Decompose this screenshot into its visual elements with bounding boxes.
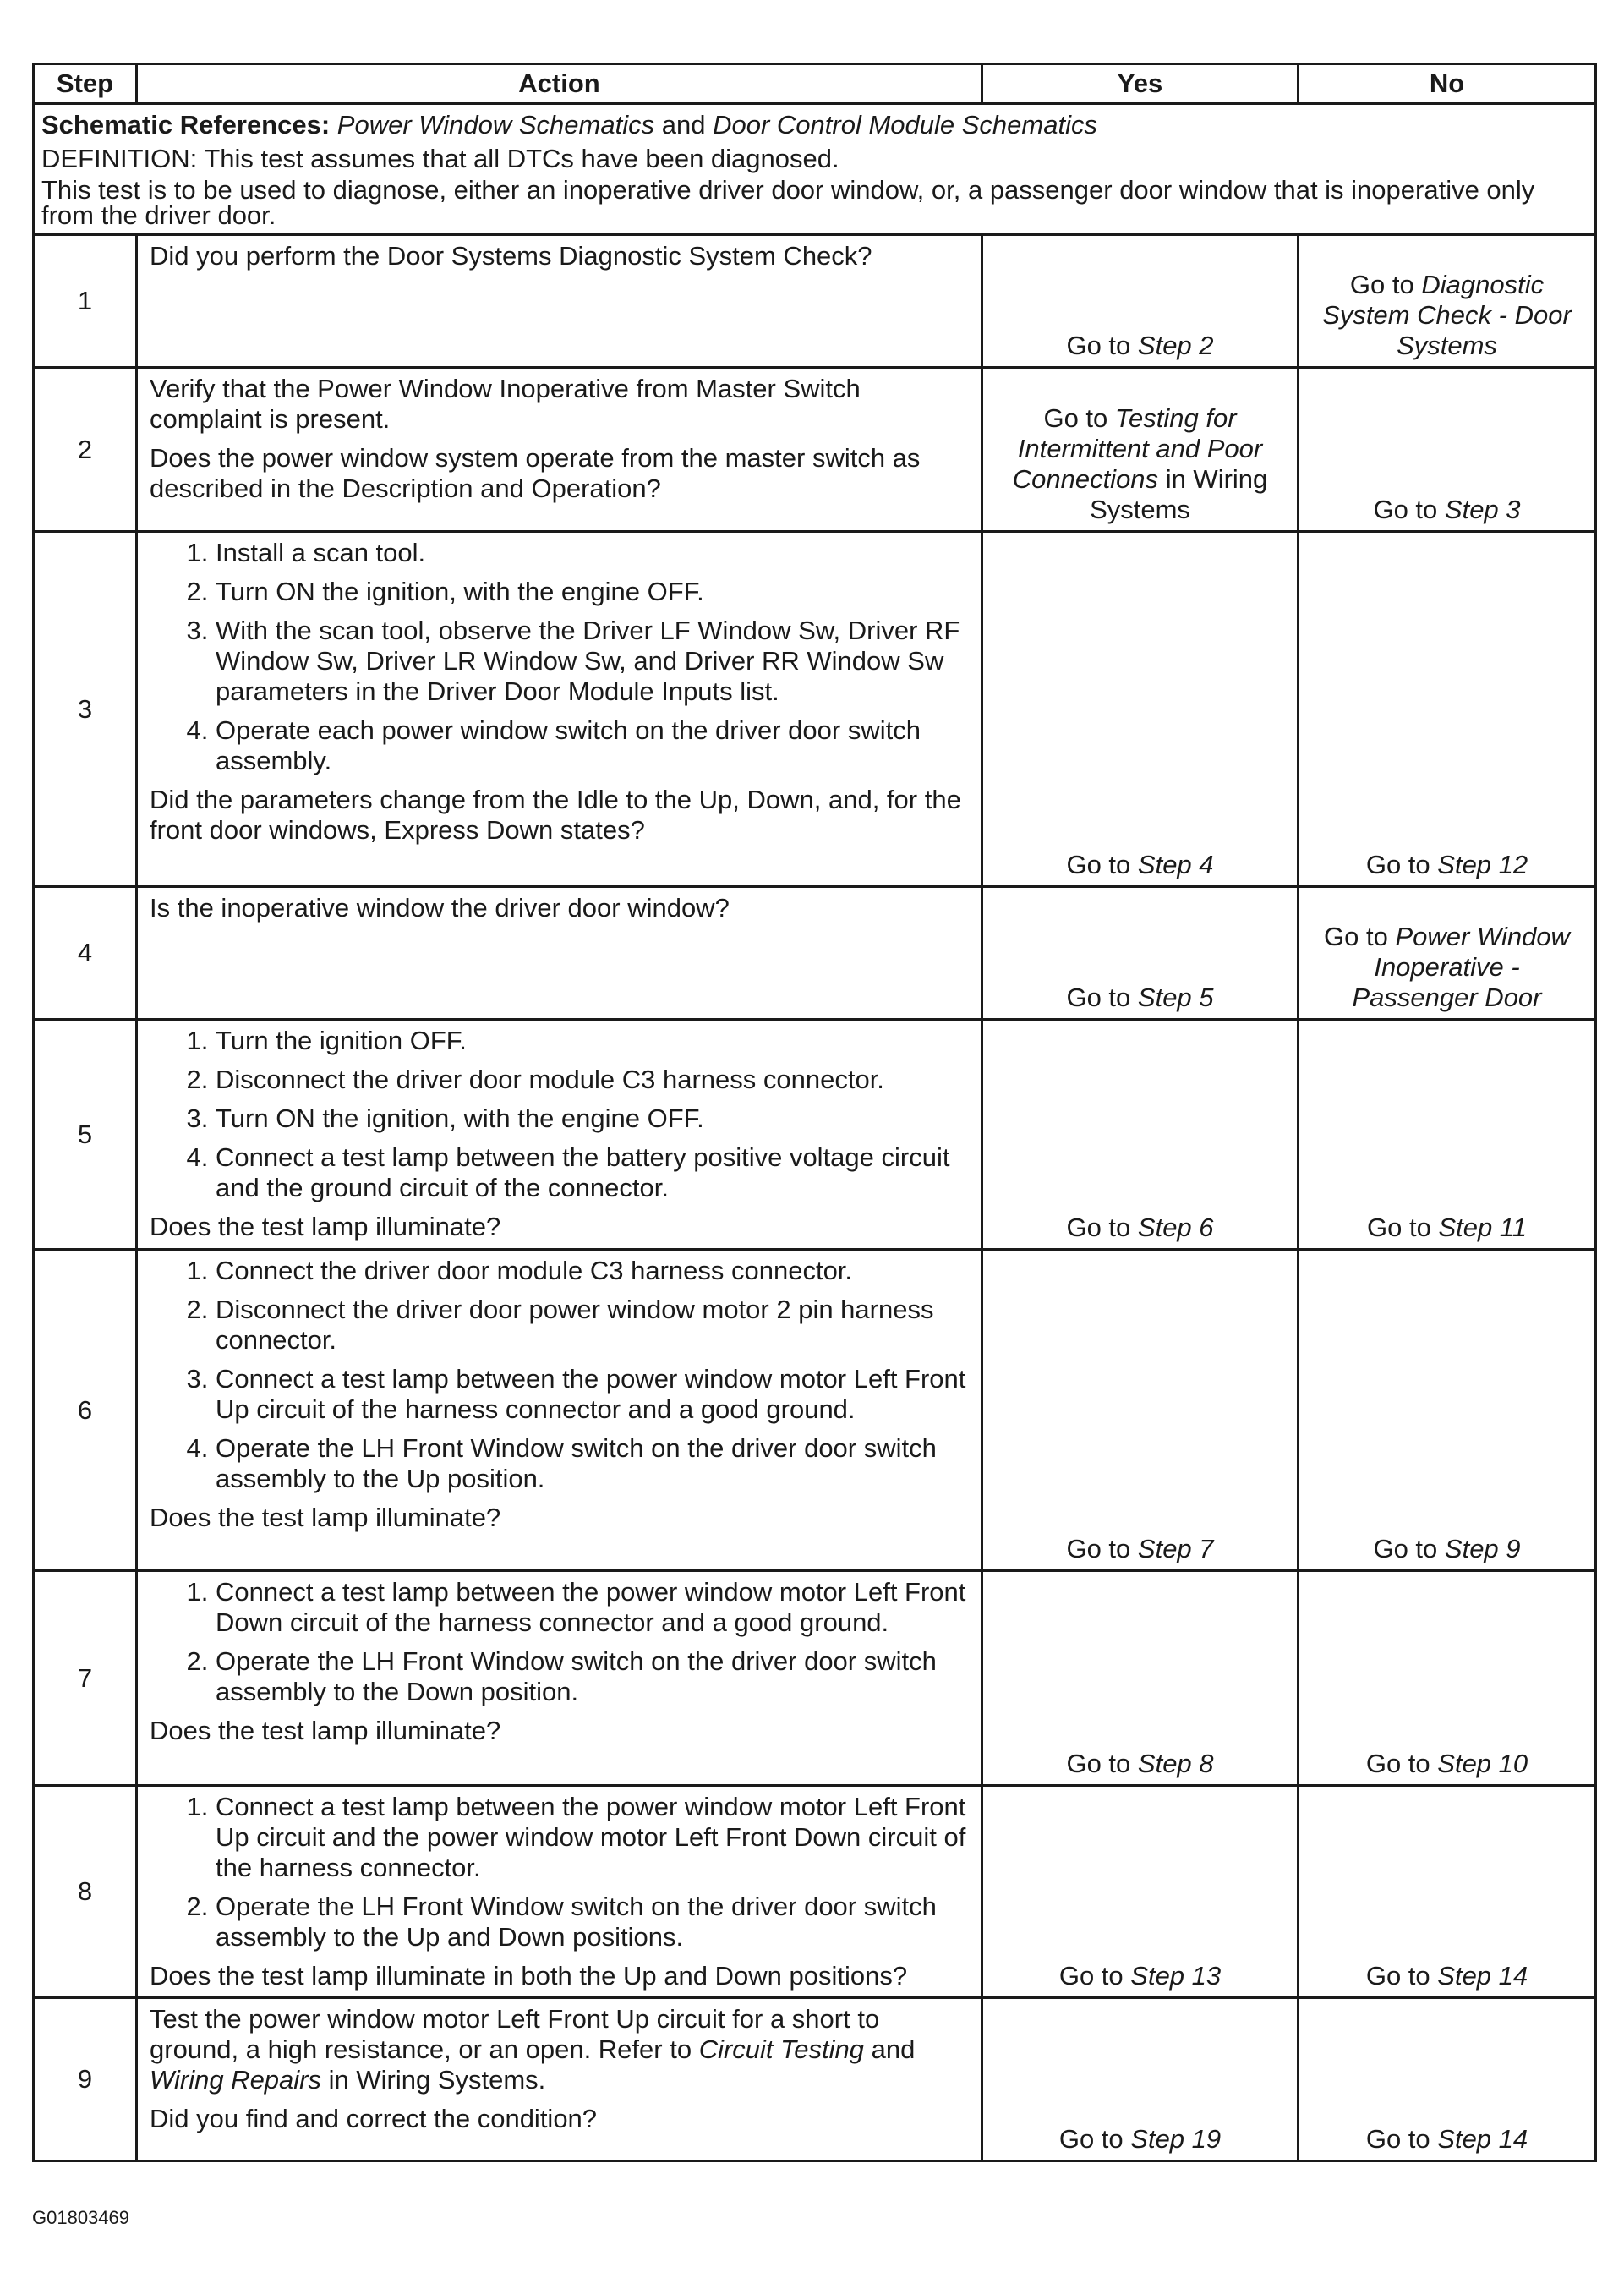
- action-list-item: 2. Disconnect the driver door power window motor 2 pin harness connector.: [216, 1295, 969, 1355]
- circuit-testing-link[interactable]: Circuit Testing: [698, 2034, 864, 2064]
- yes-link[interactable]: Step 8: [1137, 1749, 1214, 1778]
- action-list-item: 1. Connect a test lamp between the power window motor Left Front Down circuit of the harness connector and a good ground.: [216, 1577, 969, 1638]
- no-cell: [1299, 887, 1596, 1020]
- table-row: [34, 368, 1596, 532]
- action-text-part: in Wiring Systems.: [328, 2065, 546, 2095]
- intro-cell: [34, 104, 1596, 235]
- no-link[interactable]: Step 9: [1444, 1534, 1521, 1563]
- action-cell: [137, 235, 982, 368]
- header-yes: Yes: [982, 64, 1299, 104]
- action-question: Does the test lamp illuminate?: [150, 1503, 501, 1532]
- action-question: Does the test lamp illuminate?: [150, 1212, 501, 1241]
- step-number: 5: [34, 1020, 137, 1250]
- action-list-item: 2. Operate the LH Front Window switch on the driver door switch assembly to the Down position.: [216, 1646, 969, 1707]
- yes-link[interactable]: Step 5: [1137, 983, 1214, 1012]
- no-link[interactable]: Power Window Inoperative - Passenger Door: [1352, 922, 1570, 1012]
- action-list: [150, 1256, 969, 1494]
- table-row: [34, 532, 1596, 887]
- action-cell: [137, 368, 982, 532]
- action-list-item: 1. Install a scan tool.: [216, 538, 969, 568]
- action-list: [150, 538, 969, 776]
- table-row: [34, 1571, 1596, 1786]
- figure-id: G01803469: [32, 2207, 129, 2228]
- diagnostic-table: [32, 63, 1597, 2162]
- yes-link[interactable]: Step 2: [1137, 331, 1214, 360]
- action-question: Is the inoperative window the driver door window?: [150, 893, 730, 923]
- yes-cell: [982, 1571, 1299, 1786]
- yes-cell: [982, 887, 1299, 1020]
- table-header-row: [34, 64, 1596, 104]
- yes-link[interactable]: Testing for Intermittent and Poor Connections: [1012, 403, 1263, 494]
- yes-cell: [982, 1786, 1299, 1998]
- action-list-item: 1. Connect a test lamp between the power window motor Left Front Up circuit and the power window motor Left Front Down circuit of the harness connector.: [216, 1792, 969, 1883]
- no-prefix: Go to: [1365, 1749, 1430, 1778]
- action-list-item: 1. Connect the driver door module C3 harness connector.: [216, 1256, 969, 1286]
- no-prefix: Go to: [1365, 1961, 1430, 1991]
- action-list-item: 4. Operate each power window switch on the driver door switch assembly.: [216, 715, 969, 776]
- action-question: Did the parameters change from the Idle to the Up, Down, and, for the front door windows, Express Down states?: [150, 785, 961, 845]
- action-cell: [137, 1786, 982, 1998]
- header-no: No: [1299, 64, 1596, 104]
- step-number: 9: [34, 1998, 137, 2161]
- no-cell: [1299, 1020, 1596, 1250]
- action-text-part: and: [871, 2034, 916, 2064]
- action-list: [150, 1577, 969, 1707]
- yes-prefix: Go to: [1066, 983, 1131, 1012]
- action-list-item: 2. Operate the LH Front Window switch on the driver door switch assembly to the Up and Down positions.: [216, 1892, 969, 1952]
- no-link[interactable]: Diagnostic System Check - Door Systems: [1322, 270, 1572, 360]
- action-list-item: 2. Disconnect the driver door module C3 harness connector.: [216, 1065, 969, 1095]
- table-row: [34, 1998, 1596, 2161]
- yes-link[interactable]: Step 6: [1137, 1213, 1214, 1242]
- action-list-item: 3. Connect a test lamp between the power window motor Left Front Up circuit of the harness connector and a good ground.: [216, 1364, 969, 1425]
- table-row: [34, 1786, 1596, 1998]
- action-list-item: 4. Connect a test lamp between the battery positive voltage circuit and the ground circuit of the connector.: [216, 1142, 969, 1203]
- action-question: Did you find and correct the condition?: [150, 2104, 598, 2133]
- schematic-references: [41, 110, 1588, 140]
- schematic-ref-power-window: Power Window Schematics: [336, 110, 655, 140]
- header-step: Step: [34, 64, 137, 104]
- action-cell: [137, 532, 982, 887]
- action-list-item: 4. Operate the LH Front Window switch on the driver door switch assembly to the Up position.: [216, 1433, 969, 1494]
- no-link[interactable]: Step 12: [1437, 850, 1528, 879]
- step-number: 1: [34, 235, 137, 368]
- yes-cell: [982, 532, 1299, 887]
- no-prefix: Go to: [1324, 922, 1388, 951]
- no-prefix: Go to: [1365, 850, 1430, 879]
- no-cell: [1299, 532, 1596, 887]
- action-cell: [137, 887, 982, 1020]
- schematic-ref-door-control: Door Control Module Schematics: [713, 110, 1097, 140]
- no-link[interactable]: Step 14: [1437, 2124, 1528, 2154]
- action-list-item: 3. With the scan tool, observe the Driver LF Window Sw, Driver RF Window Sw, Driver LR Window Sw, and Driver RR Window Sw parameters in the Driver Door Module Inputs list.: [216, 616, 969, 707]
- no-cell: [1299, 368, 1596, 532]
- action-list: [150, 1792, 969, 1952]
- action-list-item: 1. Turn the ignition OFF.: [216, 1026, 969, 1056]
- yes-prefix: Go to: [1066, 1749, 1131, 1778]
- action-question: Does the test lamp illuminate in both the Up and Down positions?: [150, 1961, 908, 1991]
- no-cell: [1299, 235, 1596, 368]
- action-list-item: 3. Turn ON the ignition, with the engine OFF.: [216, 1103, 969, 1134]
- yes-suffix: in Wiring Systems: [1090, 464, 1268, 524]
- action-cell: [137, 1571, 982, 1786]
- no-link[interactable]: Step 10: [1437, 1749, 1528, 1778]
- no-cell: [1299, 1571, 1596, 1786]
- no-cell: [1299, 1786, 1596, 1998]
- action-list-item: 2. Turn ON the ignition, with the engine OFF.: [216, 577, 969, 607]
- no-link[interactable]: Step 14: [1437, 1961, 1528, 1991]
- action-question: Did you perform the Door Systems Diagnostic System Check?: [150, 241, 872, 271]
- step-number: 6: [34, 1250, 137, 1571]
- yes-link[interactable]: Step 19: [1130, 2124, 1222, 2154]
- yes-prefix: Go to: [1066, 331, 1131, 360]
- action-text: [150, 2004, 969, 2095]
- action-cell: [137, 1020, 982, 1250]
- yes-cell: [982, 1998, 1299, 2161]
- wiring-repairs-link[interactable]: Wiring Repairs: [150, 2065, 321, 2095]
- no-prefix: Go to: [1365, 2124, 1430, 2154]
- yes-link[interactable]: Step 4: [1137, 850, 1214, 879]
- no-prefix: Go to: [1373, 495, 1438, 524]
- no-cell: [1299, 1250, 1596, 1571]
- no-link[interactable]: Step 11: [1438, 1213, 1528, 1242]
- yes-prefix: Go to: [1043, 403, 1108, 433]
- yes-prefix: Go to: [1066, 1534, 1131, 1563]
- action-cell: [137, 1998, 982, 2161]
- no-prefix: Go to: [1366, 1213, 1431, 1242]
- yes-prefix: Go to: [1058, 1961, 1124, 1991]
- action-text: Verify that the Power Window Inoperative from Master Switch complaint is present.: [150, 374, 861, 434]
- no-prefix: Go to: [1373, 1534, 1438, 1563]
- action-list: [150, 1026, 969, 1203]
- yes-cell: [982, 235, 1299, 368]
- step-number: 3: [34, 532, 137, 887]
- yes-prefix: Go to: [1066, 850, 1131, 879]
- table-row: [34, 235, 1596, 368]
- table-row: [34, 887, 1596, 1020]
- step-number: 4: [34, 887, 137, 1020]
- table-row: [34, 1250, 1596, 1571]
- yes-cell: [982, 368, 1299, 532]
- schematic-and: and: [661, 110, 706, 140]
- yes-link[interactable]: Step 7: [1137, 1534, 1214, 1563]
- intro-row: [34, 104, 1596, 235]
- definition-text: DEFINITION: This test assumes that all DTCs have been diagnosed.: [41, 144, 839, 173]
- yes-link[interactable]: Step 13: [1130, 1961, 1222, 1991]
- usage-text: This test is to be used to diagnose, either an inoperative driver door window, or, a passenger door window that is inoperative only from the driver door.: [41, 175, 1535, 230]
- step-number: 7: [34, 1571, 137, 1786]
- action-question: Does the test lamp illuminate?: [150, 1716, 501, 1745]
- action-text-part: Test the power window motor Left Front Up circuit for a short to ground, a high resistance, or an open. Refer to: [150, 2004, 880, 2064]
- header-action: Action: [137, 64, 982, 104]
- yes-cell: [982, 1250, 1299, 1571]
- table-row: [34, 1020, 1596, 1250]
- no-cell: [1299, 1998, 1596, 2161]
- yes-cell: [982, 1020, 1299, 1250]
- no-prefix: Go to: [1349, 270, 1414, 299]
- step-number: 8: [34, 1786, 137, 1998]
- step-number: 2: [34, 368, 137, 532]
- schematic-label: Schematic References:: [41, 110, 331, 140]
- action-cell: [137, 1250, 982, 1571]
- yes-prefix: Go to: [1058, 2124, 1124, 2154]
- action-question: Does the power window system operate from the master switch as described in the Description and Operation?: [150, 443, 921, 503]
- yes-prefix: Go to: [1066, 1213, 1131, 1242]
- no-link[interactable]: Step 3: [1444, 495, 1521, 524]
